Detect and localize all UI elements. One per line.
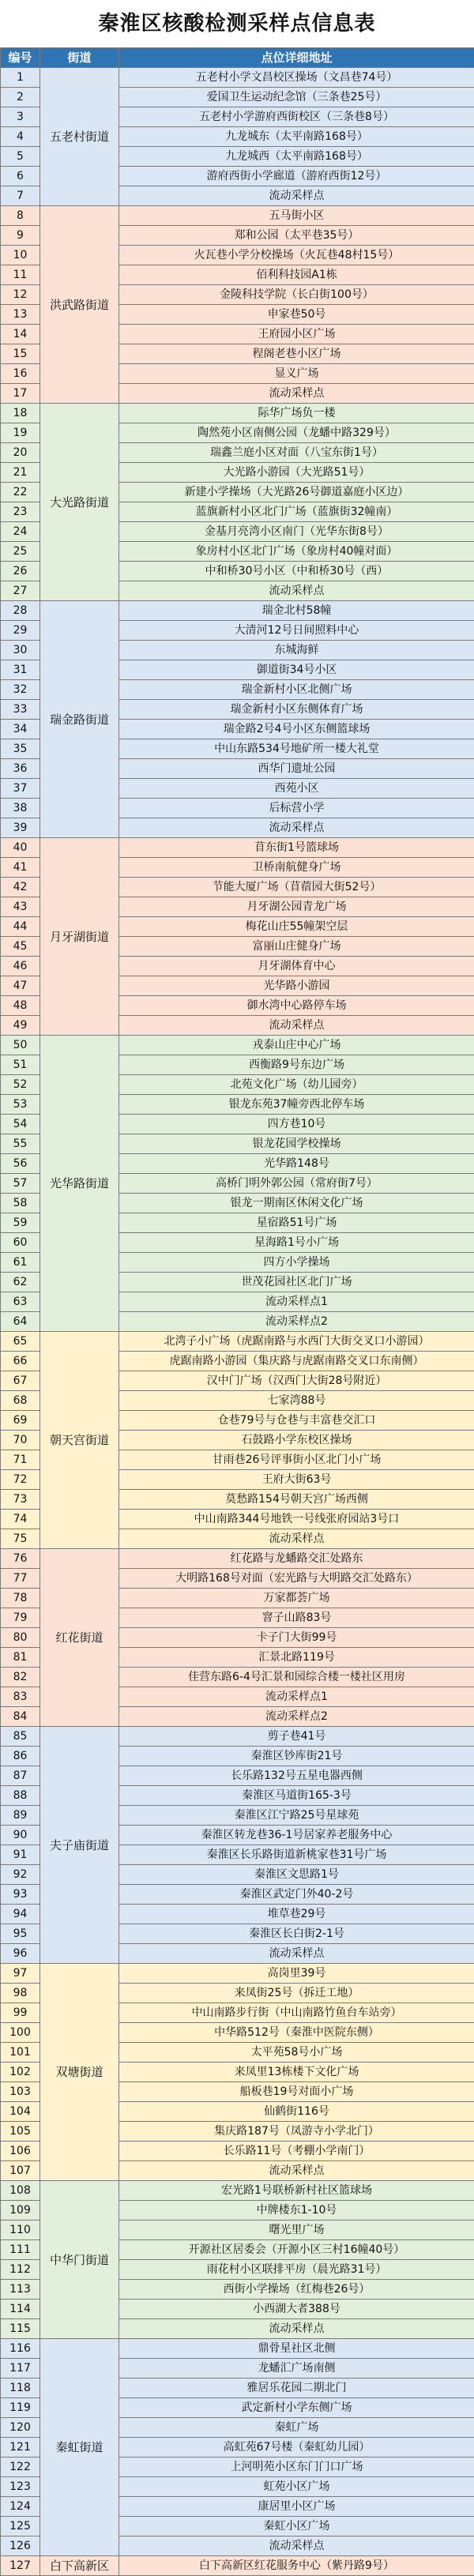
address-cell: 流动采样点1 <box>119 1292 474 1312</box>
address-cell: 星宿路51号广场 <box>119 1213 474 1233</box>
address-cell: 流动采样点1 <box>119 1687 474 1707</box>
row-number: 53 <box>1 1095 40 1115</box>
address-cell: 虹苑小区广场 <box>119 2477 474 2497</box>
address-cell: 虎踞南路小游园（集庆路与虎踞南路交叉口东南侧） <box>119 1352 474 1371</box>
table-row <box>1 1727 474 1747</box>
row-number: 81 <box>1 1648 40 1668</box>
row-number: 5 <box>1 147 40 167</box>
row-number: 16 <box>1 364 40 384</box>
table-row <box>1 2556 474 2576</box>
row-number: 118 <box>1 2379 40 2398</box>
address-cell: 船板巷19号对面小广场 <box>119 2082 474 2102</box>
row-number: 93 <box>1 1885 40 1905</box>
row-number: 7 <box>1 186 40 206</box>
row-number: 89 <box>1 1806 40 1826</box>
address-cell: 佳营东路6-4号汇景和园综合楼一楼社区用房 <box>119 1668 474 1687</box>
row-number: 20 <box>1 443 40 463</box>
row-number: 120 <box>1 2418 40 2438</box>
row-number: 110 <box>1 2221 40 2240</box>
address-cell: 秦虹小区广场 <box>119 2517 474 2537</box>
row-number: 84 <box>1 1707 40 1727</box>
row-number: 101 <box>1 2043 40 2063</box>
row-number: 106 <box>1 2142 40 2161</box>
address-cell: 王府园小区广场 <box>119 325 474 344</box>
address-cell: 银龙东苑37幢旁西北停车场 <box>119 1095 474 1115</box>
address-cell: 开源社区居委会（开源小区三村16幢40号） <box>119 2240 474 2260</box>
address-cell: 四方巷10号 <box>119 1115 474 1134</box>
row-number: 72 <box>1 1470 40 1490</box>
row-number: 38 <box>1 799 40 818</box>
address-cell: 上河明苑小区东门门口广场 <box>119 2458 474 2477</box>
address-cell: 北苑文化广场（幼儿园旁） <box>119 1075 474 1095</box>
row-number: 117 <box>1 2359 40 2379</box>
row-number: 9 <box>1 226 40 246</box>
address-cell: 流动采样点 <box>119 384 474 404</box>
row-number: 29 <box>1 621 40 641</box>
address-cell: 程阁老巷小区广场 <box>119 344 474 364</box>
address-cell: 月牙湖公园青龙广场 <box>119 897 474 917</box>
row-number: 104 <box>1 2102 40 2122</box>
street-name: 光华路街道 <box>40 1036 119 1332</box>
table-body <box>1 68 474 2576</box>
address-cell: 秦淮区钞库街21号 <box>119 1747 474 1766</box>
table-row <box>1 1964 474 1984</box>
address-cell: 中牌楼东1-10号 <box>119 2201 474 2221</box>
row-number: 42 <box>1 878 40 897</box>
row-number: 4 <box>1 127 40 147</box>
address-cell: 王府大街63号 <box>119 1470 474 1490</box>
address-cell: 富丽山庄健身广场 <box>119 937 474 957</box>
address-cell: 北湾子小广场（虎踞南路与水西门大街交叉口小游园） <box>119 1332 474 1352</box>
address-cell: 西苑小区 <box>119 779 474 799</box>
address-cell: 星海路1号小广场 <box>119 1233 474 1253</box>
row-number: 6 <box>1 167 40 186</box>
row-number: 11 <box>1 265 40 285</box>
street-name: 大光路街道 <box>40 404 119 601</box>
row-number: 26 <box>1 562 40 581</box>
page-title: 秦淮区核酸检测采样点信息表 <box>0 0 474 47</box>
address-cell: 莫愁路154号朝天宫广场西侧 <box>119 1490 474 1510</box>
address-cell: 秦淮区马道街165-3号 <box>119 1786 474 1806</box>
row-number: 103 <box>1 2082 40 2102</box>
address-cell: 秦淮区武定门外40-2号 <box>119 1885 474 1905</box>
row-number: 35 <box>1 739 40 759</box>
address-cell: 光华路小游园 <box>119 976 474 996</box>
address-cell: 集庆路187号（凤游寺小学北门） <box>119 2122 474 2142</box>
row-number: 99 <box>1 2003 40 2023</box>
address-cell: 汉中门广场（汉西门大街28号附近） <box>119 1371 474 1391</box>
row-number: 86 <box>1 1747 40 1766</box>
address-cell: 光华路148号 <box>119 1154 474 1174</box>
address-cell: 鼎骨星社区北侧 <box>119 2339 474 2359</box>
row-number: 105 <box>1 2122 40 2142</box>
address-cell: 中山南路步行街（中山南路竹鱼台车站旁） <box>119 2003 474 2023</box>
address-cell: 高虹苑67号楼（秦虹幼儿园） <box>119 2438 474 2458</box>
row-number: 83 <box>1 1687 40 1707</box>
address-cell: 万家都荟广场 <box>119 1589 474 1608</box>
row-number: 49 <box>1 1016 40 1036</box>
address-cell: 大光路小游园（大光路51号） <box>119 463 474 483</box>
row-number: 64 <box>1 1312 40 1332</box>
address-cell: 五老村小学文昌校区操场（文昌巷74号） <box>119 68 474 88</box>
address-cell: 显义广场 <box>119 364 474 384</box>
row-number: 77 <box>1 1569 40 1589</box>
address-cell: 高岗里39号 <box>119 1964 474 1984</box>
address-cell: 秦淮区转龙巷36-1号居家养老服务中心 <box>119 1826 474 1845</box>
address-cell: 梅花山庄55幢架空层 <box>119 917 474 937</box>
address-cell: 雨花村小区联排平房（晨光路31号） <box>119 2260 474 2280</box>
row-number: 67 <box>1 1371 40 1391</box>
header-street: 街道 <box>40 48 119 68</box>
row-number: 31 <box>1 660 40 680</box>
table-row <box>1 1549 474 1569</box>
row-number: 33 <box>1 700 40 720</box>
address-cell: 流动采样点 <box>119 818 474 838</box>
address-cell: 西华门遗址公园 <box>119 759 474 779</box>
row-number: 44 <box>1 917 40 937</box>
address-cell: 七家湾88号 <box>119 1391 474 1411</box>
row-number: 68 <box>1 1391 40 1411</box>
address-cell: 大清河12号日间照料中心 <box>119 621 474 641</box>
row-number: 14 <box>1 325 40 344</box>
row-number: 111 <box>1 2240 40 2260</box>
row-number: 10 <box>1 246 40 265</box>
row-number: 59 <box>1 1213 40 1233</box>
address-cell: 郑和公园（太平巷35号） <box>119 226 474 246</box>
row-number: 126 <box>1 2537 40 2556</box>
address-cell: 剪子巷41号 <box>119 1727 474 1747</box>
row-number: 30 <box>1 641 40 660</box>
row-number: 87 <box>1 1766 40 1786</box>
address-cell: 太平苑58号小广场 <box>119 2043 474 2063</box>
row-number: 75 <box>1 1529 40 1549</box>
row-number: 113 <box>1 2280 40 2300</box>
row-number: 102 <box>1 2063 40 2082</box>
row-number: 88 <box>1 1786 40 1806</box>
address-cell: 流动采样点 <box>119 1944 474 1964</box>
row-number: 12 <box>1 285 40 305</box>
address-cell: 康居里小区广场 <box>119 2497 474 2517</box>
address-cell: 御水湾中心路停车场 <box>119 996 474 1016</box>
row-number: 23 <box>1 502 40 522</box>
address-cell: 曙光里广场 <box>119 2221 474 2240</box>
row-number: 13 <box>1 305 40 325</box>
row-number: 96 <box>1 1944 40 1964</box>
address-cell: 流动采样点 <box>119 186 474 206</box>
row-number: 55 <box>1 1134 40 1154</box>
row-number: 22 <box>1 483 40 502</box>
row-number: 18 <box>1 404 40 423</box>
row-number: 8 <box>1 206 40 226</box>
row-number: 19 <box>1 423 40 443</box>
address-cell: 西衡路9号东边广场 <box>119 1055 474 1075</box>
row-number: 37 <box>1 779 40 799</box>
address-cell: 后标营小学 <box>119 799 474 818</box>
address-cell: 月牙湖体育中心 <box>119 957 474 976</box>
table-row <box>1 404 474 423</box>
address-cell: 五马街小区 <box>119 206 474 226</box>
row-number: 95 <box>1 1924 40 1944</box>
address-cell: 四方小学操场 <box>119 1253 474 1273</box>
table-row <box>1 2181 474 2201</box>
row-number: 34 <box>1 720 40 739</box>
address-cell: 金陵科技学院（长白街100号） <box>119 285 474 305</box>
address-cell: 仓巷79号与仓巷与丰富巷交汇口 <box>119 1411 474 1431</box>
street-name: 红花街道 <box>40 1549 119 1727</box>
row-number: 60 <box>1 1233 40 1253</box>
address-cell: 瑞金路2号4号小区东侧篮球场 <box>119 720 474 739</box>
row-number: 74 <box>1 1510 40 1529</box>
address-cell: 瑞金北村58幢 <box>119 601 474 621</box>
address-cell: 堆草巷29号 <box>119 1905 474 1924</box>
table-row <box>1 1332 474 1352</box>
row-number: 1 <box>1 68 40 88</box>
address-cell: 戎泰山庄中心广场 <box>119 1036 474 1055</box>
row-number: 48 <box>1 996 40 1016</box>
address-cell: 中华路512号（秦淮中医院东侧） <box>119 2023 474 2043</box>
address-cell: 流动采样点 <box>119 2319 474 2339</box>
address-cell: 世茂花园社区北门广场 <box>119 1273 474 1292</box>
table-header-row <box>1 48 474 68</box>
row-number: 17 <box>1 384 40 404</box>
address-cell: 来凤里13栋楼下文化广场 <box>119 2063 474 2082</box>
address-cell: 卡子门大街99号 <box>119 1628 474 1648</box>
table-row <box>1 2339 474 2359</box>
row-number: 21 <box>1 463 40 483</box>
address-cell: 五老村小学游府西街校区（三条巷8号） <box>119 107 474 127</box>
address-cell: 高桥门明外郭公园（常府街7号） <box>119 1174 474 1194</box>
row-number: 28 <box>1 601 40 621</box>
row-number: 41 <box>1 858 40 878</box>
row-number: 85 <box>1 1727 40 1747</box>
row-number: 51 <box>1 1055 40 1075</box>
address-cell: 雅居乐花园二期北门 <box>119 2379 474 2398</box>
row-number: 46 <box>1 957 40 976</box>
address-cell: 来凤街25号（拆迁工地） <box>119 1984 474 2003</box>
row-number: 109 <box>1 2201 40 2221</box>
row-number: 78 <box>1 1589 40 1608</box>
address-cell: 石鼓路小学东校区操场 <box>119 1431 474 1450</box>
address-cell: 中山东路534号地矿所一楼大礼堂 <box>119 739 474 759</box>
address-cell: 中山南路344号地铁一号线张府园站3号口 <box>119 1510 474 1529</box>
header-num: 编号 <box>1 48 40 68</box>
row-number: 125 <box>1 2517 40 2537</box>
row-number: 15 <box>1 344 40 364</box>
address-cell: 红花路与龙蟠路交汇处路东 <box>119 1549 474 1569</box>
address-cell: 仙鹤街116号 <box>119 2102 474 2122</box>
address-cell: 秦虹广场 <box>119 2418 474 2438</box>
row-number: 63 <box>1 1292 40 1312</box>
row-number: 98 <box>1 1984 40 2003</box>
address-cell: 秦淮区江宁路25号星球苑 <box>119 1806 474 1826</box>
row-number: 57 <box>1 1174 40 1194</box>
row-number: 52 <box>1 1075 40 1095</box>
address-cell: 申家巷50号 <box>119 305 474 325</box>
address-cell: 窨子山路83号 <box>119 1608 474 1628</box>
address-cell: 白下高新区红花服务中心（紫丹路9号） <box>119 2556 474 2576</box>
row-number: 36 <box>1 759 40 779</box>
row-number: 79 <box>1 1608 40 1628</box>
address-cell: 蓝旗新村小区北门广场（蓝旗街32幢南） <box>119 502 474 522</box>
row-number: 108 <box>1 2181 40 2201</box>
row-number: 124 <box>1 2497 40 2517</box>
row-number: 114 <box>1 2300 40 2319</box>
row-number: 45 <box>1 937 40 957</box>
row-number: 92 <box>1 1865 40 1885</box>
row-number: 82 <box>1 1668 40 1687</box>
street-name: 洪武路街道 <box>40 206 119 404</box>
address-cell: 御道街34号小区 <box>119 660 474 680</box>
address-cell: 九龙城西（太平南路168号） <box>119 147 474 167</box>
address-cell: 秦淮区长乐路街道新桃家巷31号广场 <box>119 1845 474 1865</box>
row-number: 56 <box>1 1154 40 1174</box>
table-row <box>1 206 474 226</box>
row-number: 24 <box>1 522 40 542</box>
address-cell: 西街小学操场（红梅巷26号） <box>119 2280 474 2300</box>
row-number: 40 <box>1 838 40 858</box>
header-address: 点位详细地址 <box>119 48 474 68</box>
row-number: 90 <box>1 1826 40 1845</box>
address-cell: 宏光路1号联桥新村社区篮球场 <box>119 2181 474 2201</box>
address-cell: 瑞鑫兰庭小区对面（八宝东街1号） <box>119 443 474 463</box>
row-number: 73 <box>1 1490 40 1510</box>
address-cell: 爱国卫生运动纪念馆（三条巷25号） <box>119 88 474 107</box>
row-number: 65 <box>1 1332 40 1352</box>
address-cell: 火瓦巷小学分校操场（火瓦巷48村15号） <box>119 246 474 265</box>
row-number: 71 <box>1 1450 40 1470</box>
row-number: 58 <box>1 1194 40 1213</box>
row-number: 97 <box>1 1964 40 1984</box>
row-number: 50 <box>1 1036 40 1055</box>
address-cell: 甘雨巷26号评事街小区北门小广场 <box>119 1450 474 1470</box>
address-cell: 秦淮区长白街2-1号 <box>119 1924 474 1944</box>
table-row <box>1 601 474 621</box>
address-cell: 长乐路132号五星电器西侧 <box>119 1766 474 1786</box>
address-cell: 流动采样点 <box>119 2161 474 2181</box>
row-number: 115 <box>1 2319 40 2339</box>
row-number: 32 <box>1 680 40 700</box>
address-cell: 银龙花园学校操场 <box>119 1134 474 1154</box>
row-number: 112 <box>1 2260 40 2280</box>
address-cell: 苜东街1号篮球场 <box>119 838 474 858</box>
row-number: 94 <box>1 1905 40 1924</box>
row-number: 122 <box>1 2458 40 2477</box>
row-number: 27 <box>1 581 40 601</box>
row-number: 25 <box>1 542 40 562</box>
address-cell: 陶然苑小区南侧公园（龙蟠中路329号） <box>119 423 474 443</box>
address-cell: 际华广场负一楼 <box>119 404 474 423</box>
row-number: 2 <box>1 88 40 107</box>
address-cell: 流动采样点2 <box>119 1312 474 1332</box>
row-number: 91 <box>1 1845 40 1865</box>
row-number: 39 <box>1 818 40 838</box>
address-cell: 大明路168号对面（宏光路与大明路交汇处路东） <box>119 1569 474 1589</box>
row-number: 62 <box>1 1273 40 1292</box>
sampling-points-table <box>0 47 474 2576</box>
row-number: 47 <box>1 976 40 996</box>
row-number: 54 <box>1 1115 40 1134</box>
address-cell: 新建小学操场（大光路26号御道嘉庭小区边） <box>119 483 474 502</box>
address-cell: 小西湖大者388号 <box>119 2300 474 2319</box>
address-cell: 佰利科技园A1栋 <box>119 265 474 285</box>
row-number: 107 <box>1 2161 40 2181</box>
address-cell: 长乐路11号（考棚小学南门） <box>119 2142 474 2161</box>
street-name: 月牙湖街道 <box>40 838 119 1036</box>
address-cell: 东城海鲜 <box>119 641 474 660</box>
street-name: 秦虹街道 <box>40 2339 119 2556</box>
address-cell: 瑞金新村小区北侧广场 <box>119 680 474 700</box>
row-number: 76 <box>1 1549 40 1569</box>
address-cell: 金基月亮湾小区南门（光华东街8号） <box>119 522 474 542</box>
street-name: 瑞金路街道 <box>40 601 119 838</box>
table-row <box>1 1036 474 1055</box>
row-number: 123 <box>1 2477 40 2497</box>
row-number: 66 <box>1 1352 40 1371</box>
street-name: 五老村街道 <box>40 68 119 206</box>
address-cell: 流动采样点2 <box>119 1707 474 1727</box>
address-cell: 流动采样点 <box>119 581 474 601</box>
street-name: 双塘街道 <box>40 1964 119 2181</box>
address-cell: 龙蟠汇广场南侧 <box>119 2359 474 2379</box>
address-cell: 武定新村小学东侧广场 <box>119 2398 474 2418</box>
address-cell: 瑞金新村小区东侧体育广场 <box>119 700 474 720</box>
row-number: 43 <box>1 897 40 917</box>
row-number: 69 <box>1 1411 40 1431</box>
table-row <box>1 838 474 858</box>
address-cell: 节能大厦广场（苜蓿园大街52号） <box>119 878 474 897</box>
address-cell: 流动采样点 <box>119 2537 474 2556</box>
address-cell: 象房村小区北门广场（象房村40幢对面） <box>119 542 474 562</box>
street-name: 朝天宫街道 <box>40 1332 119 1549</box>
row-number: 119 <box>1 2398 40 2418</box>
address-cell: 游府西街小学廊道（游府西街12号） <box>119 167 474 186</box>
row-number: 80 <box>1 1628 40 1648</box>
address-cell: 汇景北路119号 <box>119 1648 474 1668</box>
address-cell: 秦淮区文思路1号 <box>119 1865 474 1885</box>
row-number: 61 <box>1 1253 40 1273</box>
address-cell: 九龙城东（太平南路168号） <box>119 127 474 147</box>
street-name: 白下高新区 <box>40 2556 119 2576</box>
address-cell: 流动采样点 <box>119 1016 474 1036</box>
address-cell: 银龙一期南区休闲文化广场 <box>119 1194 474 1213</box>
address-cell: 卫桥南航健身广场 <box>119 858 474 878</box>
row-number: 100 <box>1 2023 40 2043</box>
row-number: 121 <box>1 2438 40 2458</box>
table-row <box>1 68 474 88</box>
row-number: 70 <box>1 1431 40 1450</box>
row-number: 3 <box>1 107 40 127</box>
address-cell: 流动采样点 <box>119 1529 474 1549</box>
street-name: 夫子庙街道 <box>40 1727 119 1964</box>
address-cell: 中和桥30号小区（中和桥30号（西） <box>119 562 474 581</box>
row-number: 127 <box>1 2556 40 2576</box>
row-number: 116 <box>1 2339 40 2359</box>
street-name: 中华门街道 <box>40 2181 119 2339</box>
